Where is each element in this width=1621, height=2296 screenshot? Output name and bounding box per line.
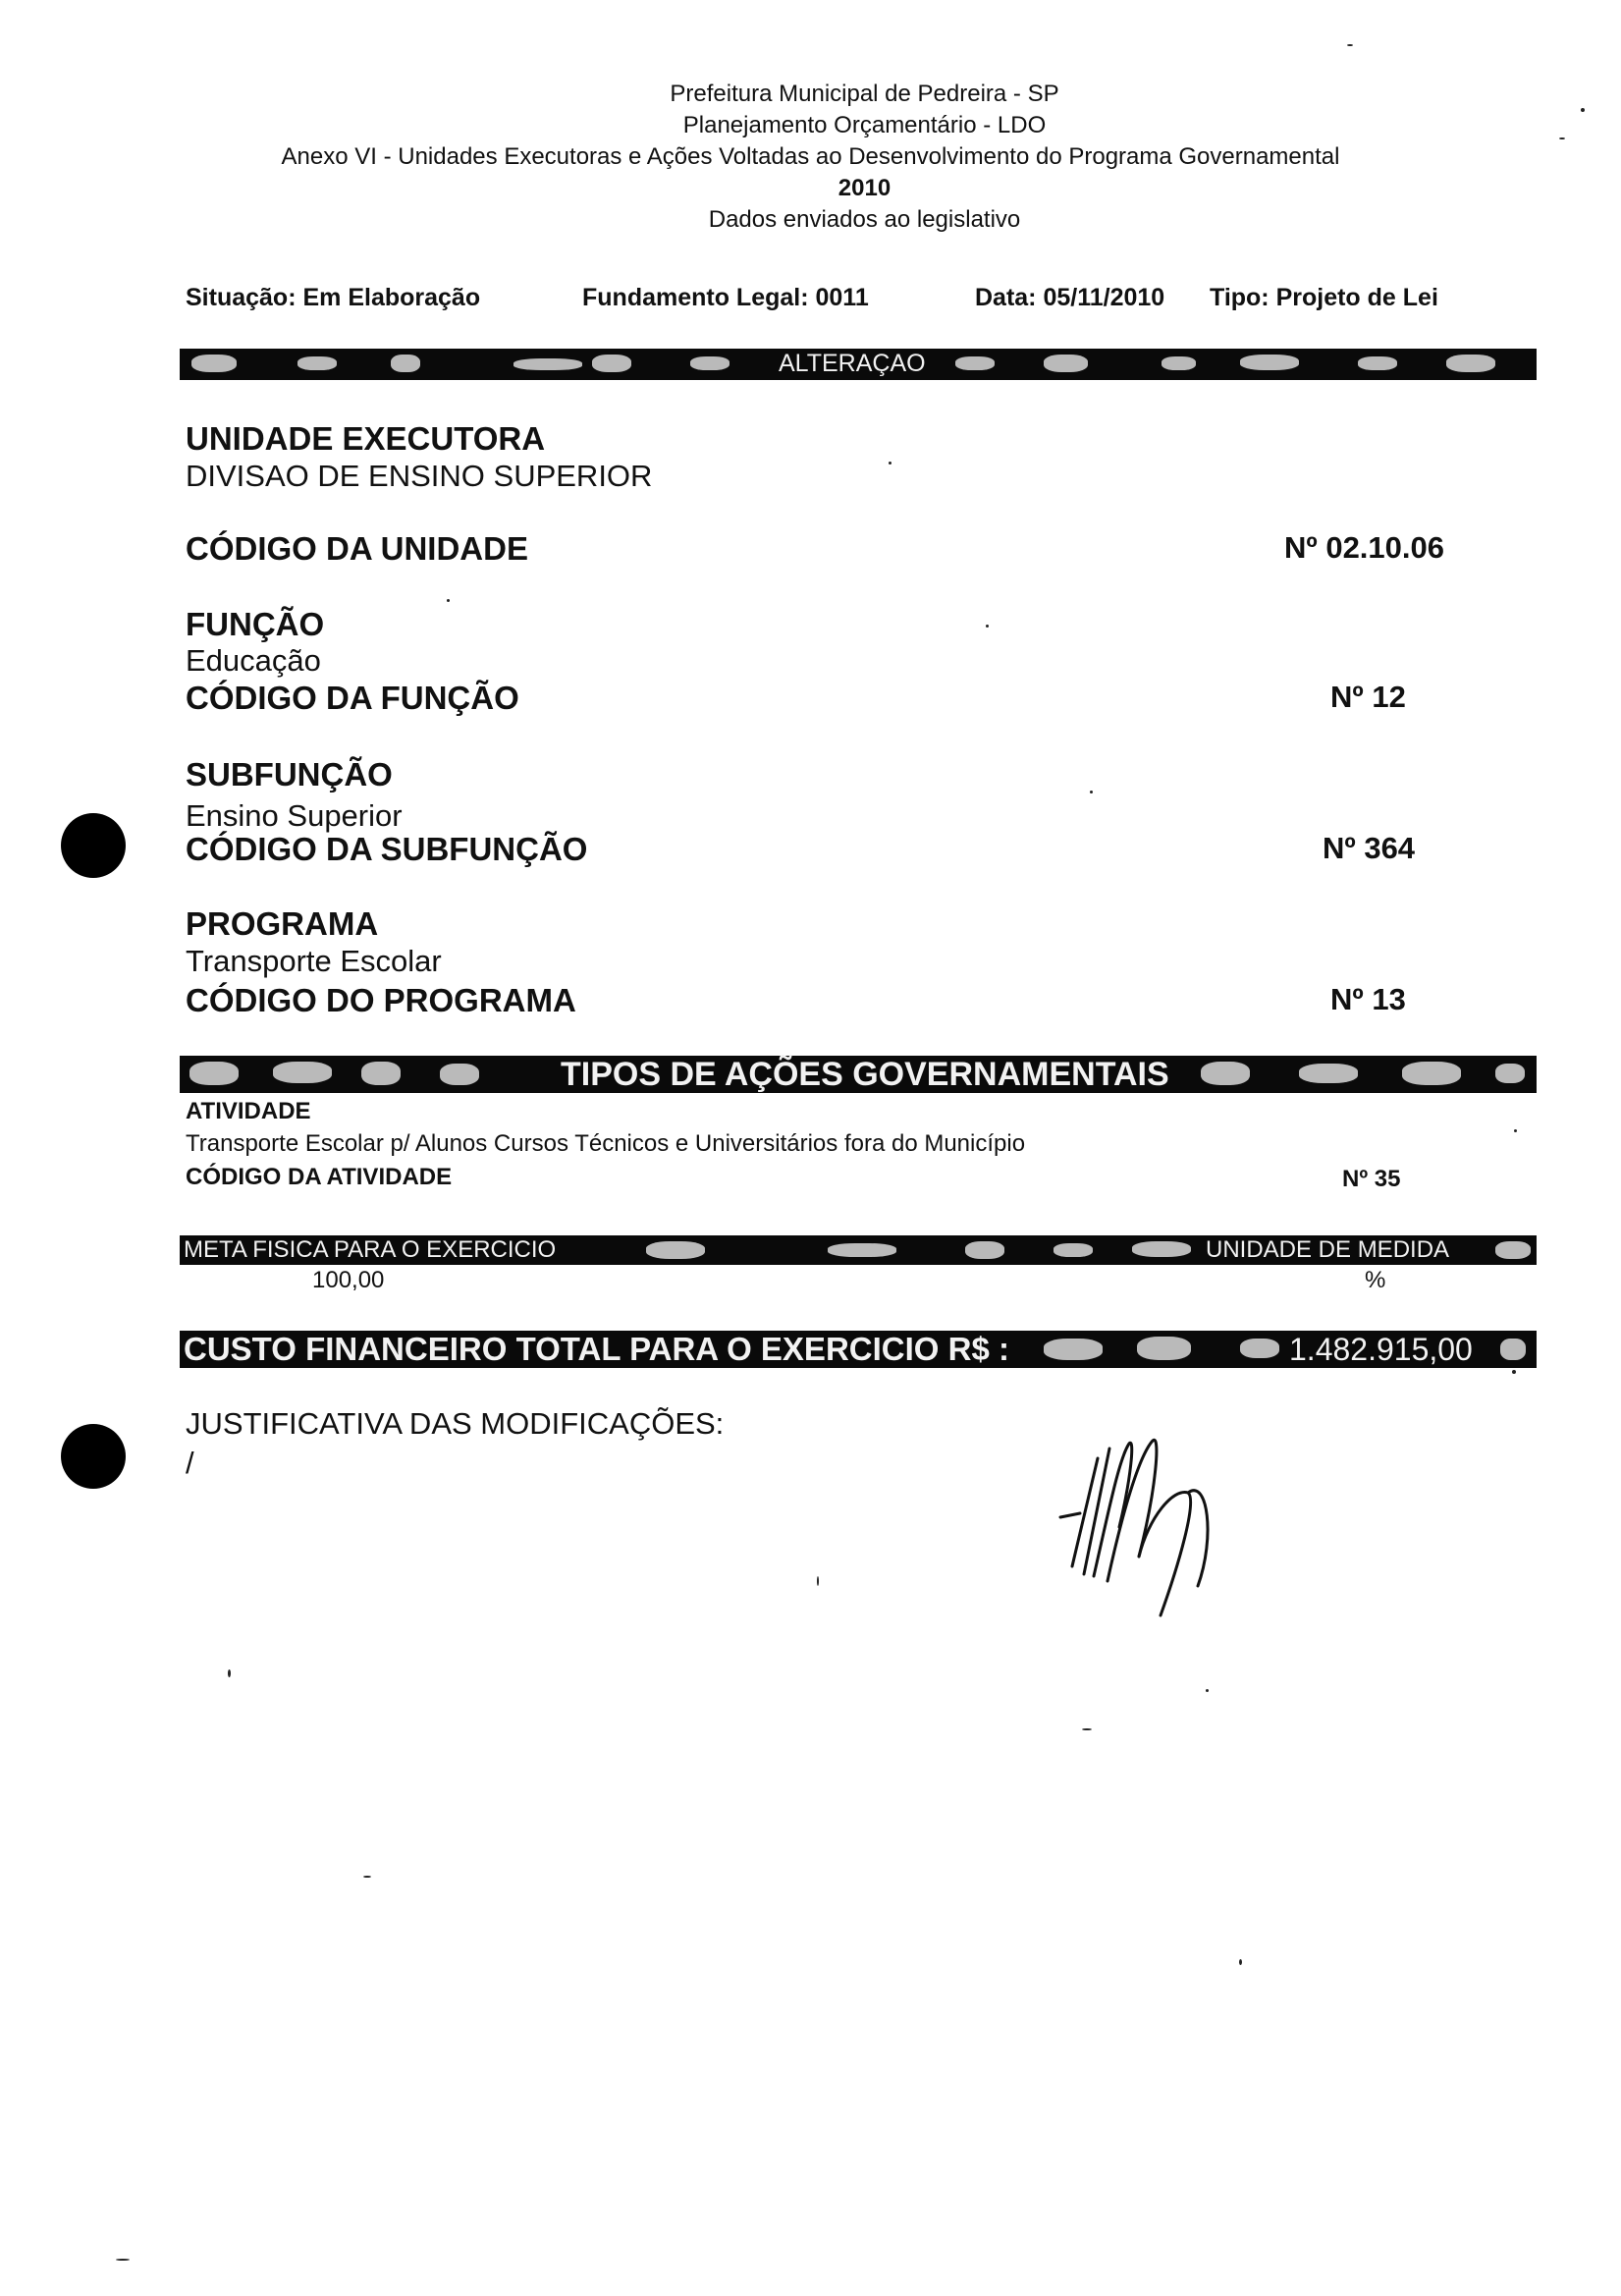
codigo-subfuncao-value: Nº 364 [1323, 831, 1416, 865]
scan-speck [1239, 1959, 1242, 1965]
bar-noise [1044, 355, 1088, 372]
status-fundamento: Fundamento Legal: 0011 [582, 284, 869, 311]
funcao-heading: FUNÇÃO [186, 606, 325, 642]
scan-speck [1559, 137, 1565, 139]
funcao-name: Educação [186, 643, 321, 678]
custo-financeiro-value: 1.482.915,00 [1289, 1332, 1473, 1367]
subfuncao-name: Ensino Superior [186, 798, 403, 833]
header-year: 2010 [838, 175, 892, 201]
scan-speck [363, 1876, 371, 1878]
bar-noise [1446, 355, 1495, 372]
bar-noise [189, 1062, 239, 1085]
bar-noise [1402, 1062, 1461, 1085]
bar-noise [965, 1241, 1004, 1259]
bar-noise [690, 356, 729, 370]
bar-noise [955, 356, 995, 370]
bar-noise [592, 355, 631, 372]
scan-speck [1206, 1689, 1209, 1692]
meta-fisica-title: META FISICA PARA O EXERCICIO [184, 1236, 557, 1263]
programa-name: Transporte Escolar [186, 944, 442, 978]
bar-noise [646, 1241, 705, 1259]
meta-fisica-bar [180, 1235, 1537, 1265]
bar-noise [361, 1062, 401, 1085]
atividade-name: Transporte Escolar p/ Alunos Cursos Técnicos e Universitários fora do Município [186, 1130, 1026, 1157]
scan-speck [817, 1576, 819, 1586]
bar-noise [1137, 1337, 1191, 1360]
subfuncao-heading: SUBFUNÇÃO [186, 756, 393, 793]
bar-noise [391, 355, 420, 372]
alteracao-bar [180, 349, 1537, 380]
programa-heading: PROGRAMA [186, 905, 379, 942]
codigo-funcao-label: CÓDIGO DA FUNÇÃO [186, 680, 519, 716]
bar-noise [1299, 1064, 1358, 1083]
codigo-unidade-value: Nº 02.10.06 [1284, 530, 1444, 565]
meta-fisica-value: 100,00 [312, 1267, 385, 1293]
scan-speck [447, 599, 450, 602]
codigo-atividade-value: Nº 35 [1342, 1166, 1401, 1192]
codigo-programa-label: CÓDIGO DO PROGRAMA [186, 982, 576, 1018]
bar-noise [273, 1062, 332, 1083]
status-data: Data: 05/11/2010 [975, 284, 1165, 311]
codigo-programa-value: Nº 13 [1330, 982, 1406, 1016]
header-line-planning: Planejamento Orçamentário - LDO [682, 112, 1047, 138]
signature [1051, 1419, 1227, 1635]
bar-noise [1240, 1339, 1279, 1358]
codigo-unidade-label: CÓDIGO DA UNIDADE [186, 530, 528, 567]
custo-financeiro-bar [180, 1331, 1537, 1368]
scan-speck [986, 625, 989, 628]
alteracao-title: ALTERAÇAO [779, 350, 926, 377]
bar-noise [1500, 1339, 1526, 1360]
justificativa-value: / [186, 1446, 194, 1480]
justificativa-label: JUSTIFICATIVA DAS MODIFICAÇÕES: [186, 1406, 725, 1441]
unidade-medida-title: UNIDADE DE MEDIDA [1206, 1236, 1450, 1263]
scan-speck [228, 1669, 231, 1677]
bar-noise [1201, 1062, 1250, 1085]
bar-noise [1358, 356, 1397, 370]
bar-noise [1132, 1241, 1191, 1257]
header-line-sent: Dados enviados ao legislativo [708, 206, 1021, 233]
document-header [0, 79, 1621, 236]
bar-noise [513, 358, 582, 370]
scan-speck [1512, 1370, 1516, 1374]
scan-speck [1090, 791, 1093, 793]
header-line-annex: Anexo VI - Unidades Executoras e Ações Voltadas ao Desenvolvimento do Programa Governamental [281, 143, 1340, 170]
bar-noise [828, 1243, 896, 1257]
bar-noise [1495, 1241, 1531, 1259]
unidade-executora-name: DIVISAO DE ENSINO SUPERIOR [186, 459, 653, 493]
scan-speck [1514, 1129, 1517, 1132]
scan-speck [1581, 108, 1585, 112]
custo-financeiro-title: CUSTO FINANCEIRO TOTAL PARA O EXERCICIO R$ : [184, 1331, 1009, 1367]
status-tipo: Tipo: Projeto de Lei [1210, 284, 1438, 311]
atividade-heading: ATIVIDADE [186, 1098, 311, 1124]
bar-noise [191, 355, 237, 372]
unidade-medida-value: % [1365, 1267, 1386, 1293]
codigo-atividade-label: CÓDIGO DA ATIVIDADE [186, 1164, 453, 1190]
bar-noise [1044, 1339, 1103, 1360]
header-line-municipality: Prefeitura Municipal de Pedreira - SP [670, 81, 1059, 107]
bar-noise [1240, 355, 1299, 370]
scan-speck [1347, 44, 1353, 46]
binder-hole-bottom [61, 1424, 126, 1489]
bar-noise [1054, 1243, 1093, 1257]
codigo-funcao-value: Nº 12 [1330, 680, 1406, 714]
unidade-executora-heading: UNIDADE EXECUTORA [186, 420, 546, 457]
bar-noise [1162, 356, 1196, 370]
bar-noise [440, 1064, 479, 1085]
bar-noise [1495, 1064, 1525, 1083]
bar-noise [297, 356, 337, 370]
binder-hole-top [61, 813, 126, 878]
scan-speck [889, 462, 892, 465]
tipos-acoes-title: TIPOS DE AÇÕES GOVERNAMENTAIS [561, 1056, 1169, 1093]
scan-speck [116, 2259, 130, 2261]
tipos-acoes-bar [180, 1056, 1537, 1093]
codigo-subfuncao-label: CÓDIGO DA SUBFUNÇÃO [186, 831, 588, 867]
scan-speck [1082, 1728, 1092, 1730]
status-situacao: Situação: Em Elaboração [186, 284, 481, 311]
